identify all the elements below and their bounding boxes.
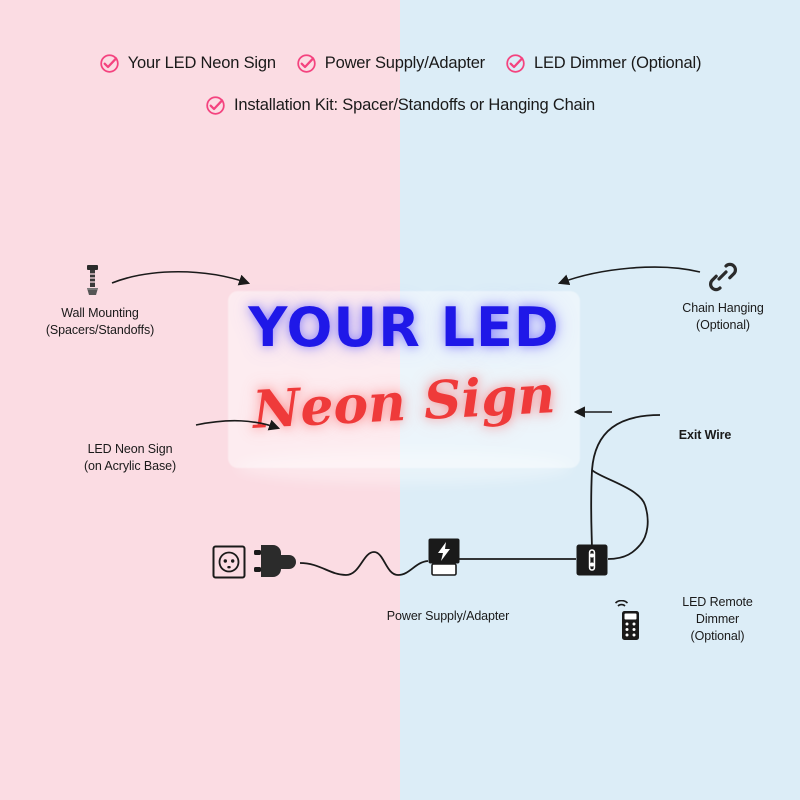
screw-icon: [80, 264, 106, 305]
annotation-line: (Optional): [696, 317, 750, 332]
annotation-led-neon-sign: [55, 441, 205, 475]
checklist-item-label: Installation Kit: Spacer/Standoffs or Hanging Chain: [234, 96, 595, 115]
annotation-line: Chain Hanging: [682, 301, 764, 315]
neon-text-line-2: Neon Sign: [251, 364, 557, 441]
annotation-wall-mounting: [10, 305, 190, 339]
annotation-line: (on Acrylic Base): [83, 458, 177, 473]
chain-link-icon: [708, 260, 738, 299]
exit-wire-path: [591, 415, 660, 552]
annotation-line: (Optional): [690, 628, 745, 643]
annotation-line: (Spacers/Standoffs): [45, 322, 155, 337]
annotation-line: Dimmer: [695, 611, 740, 626]
annotation-power-supply: Power Supply/Adapter: [386, 609, 510, 623]
checklist-item-label: Power Supply/Adapter: [324, 54, 485, 72]
annotation-led-remote-dimmer: [630, 594, 800, 645]
annotation-exit-wire: Exit Wire: [678, 428, 732, 442]
annotation-line: Wall Mounting: [61, 306, 139, 320]
annotation-chain-hanging: [648, 300, 798, 334]
inline-dimmer-icon: [576, 544, 608, 581]
cable-plug-to-adapter: [300, 552, 428, 575]
checklist-item-label: LED Dimmer (Optional): [533, 54, 702, 72]
cable-dimmer-to-exit: [608, 545, 640, 559]
arrow-chain-hanging: [560, 267, 700, 283]
arrow-wall-mounting: [112, 272, 248, 283]
power-adapter-icon: [428, 538, 460, 585]
neon-text-line-1: YOUR LED: [248, 296, 560, 359]
cable-riser-2: [592, 470, 645, 505]
power-plug-icon: [252, 540, 304, 591]
cable-riser: [640, 505, 648, 545]
wall-outlet-icon: [212, 545, 246, 584]
arrow-led-neon-sign: [196, 421, 278, 428]
annotation-line: LED Remote: [682, 595, 753, 609]
annotation-line: LED Neon Sign: [87, 442, 173, 456]
checklist-item-label: Your LED Neon Sign: [127, 54, 276, 72]
